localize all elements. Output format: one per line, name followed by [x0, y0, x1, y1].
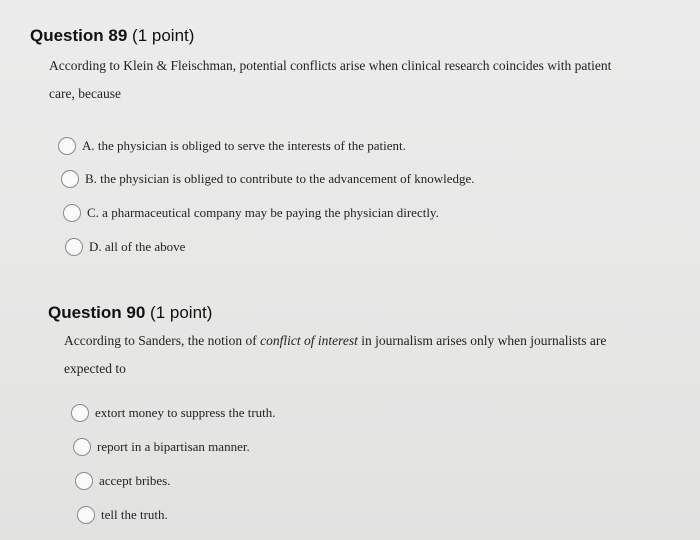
answer-option-label: D. all of the above — [89, 239, 186, 254]
answer-option-label: B. the physician is obliged to contribute to the advancement of knowledge. — [85, 171, 475, 186]
answer-option-d[interactable] — [65, 238, 185, 256]
radio-button[interactable] — [61, 170, 79, 188]
radio-button[interactable] — [71, 404, 89, 422]
answer-option-2[interactable] — [73, 438, 250, 456]
question-text-part: According to Sanders, the notion of — [64, 333, 261, 348]
question-text-line: According to Klein & Fleischman, potential conflicts arise when clinical research coincides with patient — [49, 58, 612, 73]
question-text-line: care, because — [49, 86, 121, 101]
question-text-line: expected to — [64, 361, 126, 376]
answer-option-label: C. a pharmaceutical company may be paying the physician directly. — [87, 205, 439, 220]
answer-option-4[interactable] — [77, 506, 168, 524]
answer-option-b[interactable] — [61, 170, 475, 188]
question-90-title — [48, 303, 212, 323]
radio-button[interactable] — [77, 506, 95, 524]
answer-option-label: A. the physician is obliged to serve the interests of the patient. — [82, 138, 406, 153]
question-text-part: in journalism arises only when journalists are — [357, 333, 607, 348]
answer-option-c[interactable] — [63, 204, 439, 222]
answer-option-a[interactable] — [58, 137, 406, 155]
answer-option-label: tell the truth. — [101, 507, 168, 522]
question-points: (1 point) — [150, 303, 213, 322]
radio-button[interactable] — [65, 238, 83, 256]
answer-option-label: report in a bipartisan manner. — [97, 439, 250, 454]
answer-option-label: extort money to suppress the truth. — [95, 405, 276, 420]
question-90-text — [64, 327, 606, 383]
radio-button[interactable] — [63, 204, 81, 222]
question-number: Question 89 — [30, 26, 128, 45]
radio-button[interactable] — [73, 438, 91, 456]
question-number: Question 90 — [48, 303, 146, 322]
question-89 — [30, 26, 194, 46]
radio-button[interactable] — [75, 472, 93, 490]
question-text-emphasis: conflict of interest — [260, 333, 358, 348]
question-points: (1 point) — [132, 26, 195, 45]
answer-option-label: accept bribes. — [99, 473, 171, 488]
radio-button[interactable] — [58, 137, 76, 155]
question-90 — [48, 303, 212, 323]
question-text-line — [64, 327, 606, 355]
question-89-title — [30, 26, 194, 46]
question-89-text — [49, 52, 611, 108]
answer-option-1[interactable] — [71, 404, 276, 422]
answer-option-3[interactable] — [75, 472, 170, 490]
